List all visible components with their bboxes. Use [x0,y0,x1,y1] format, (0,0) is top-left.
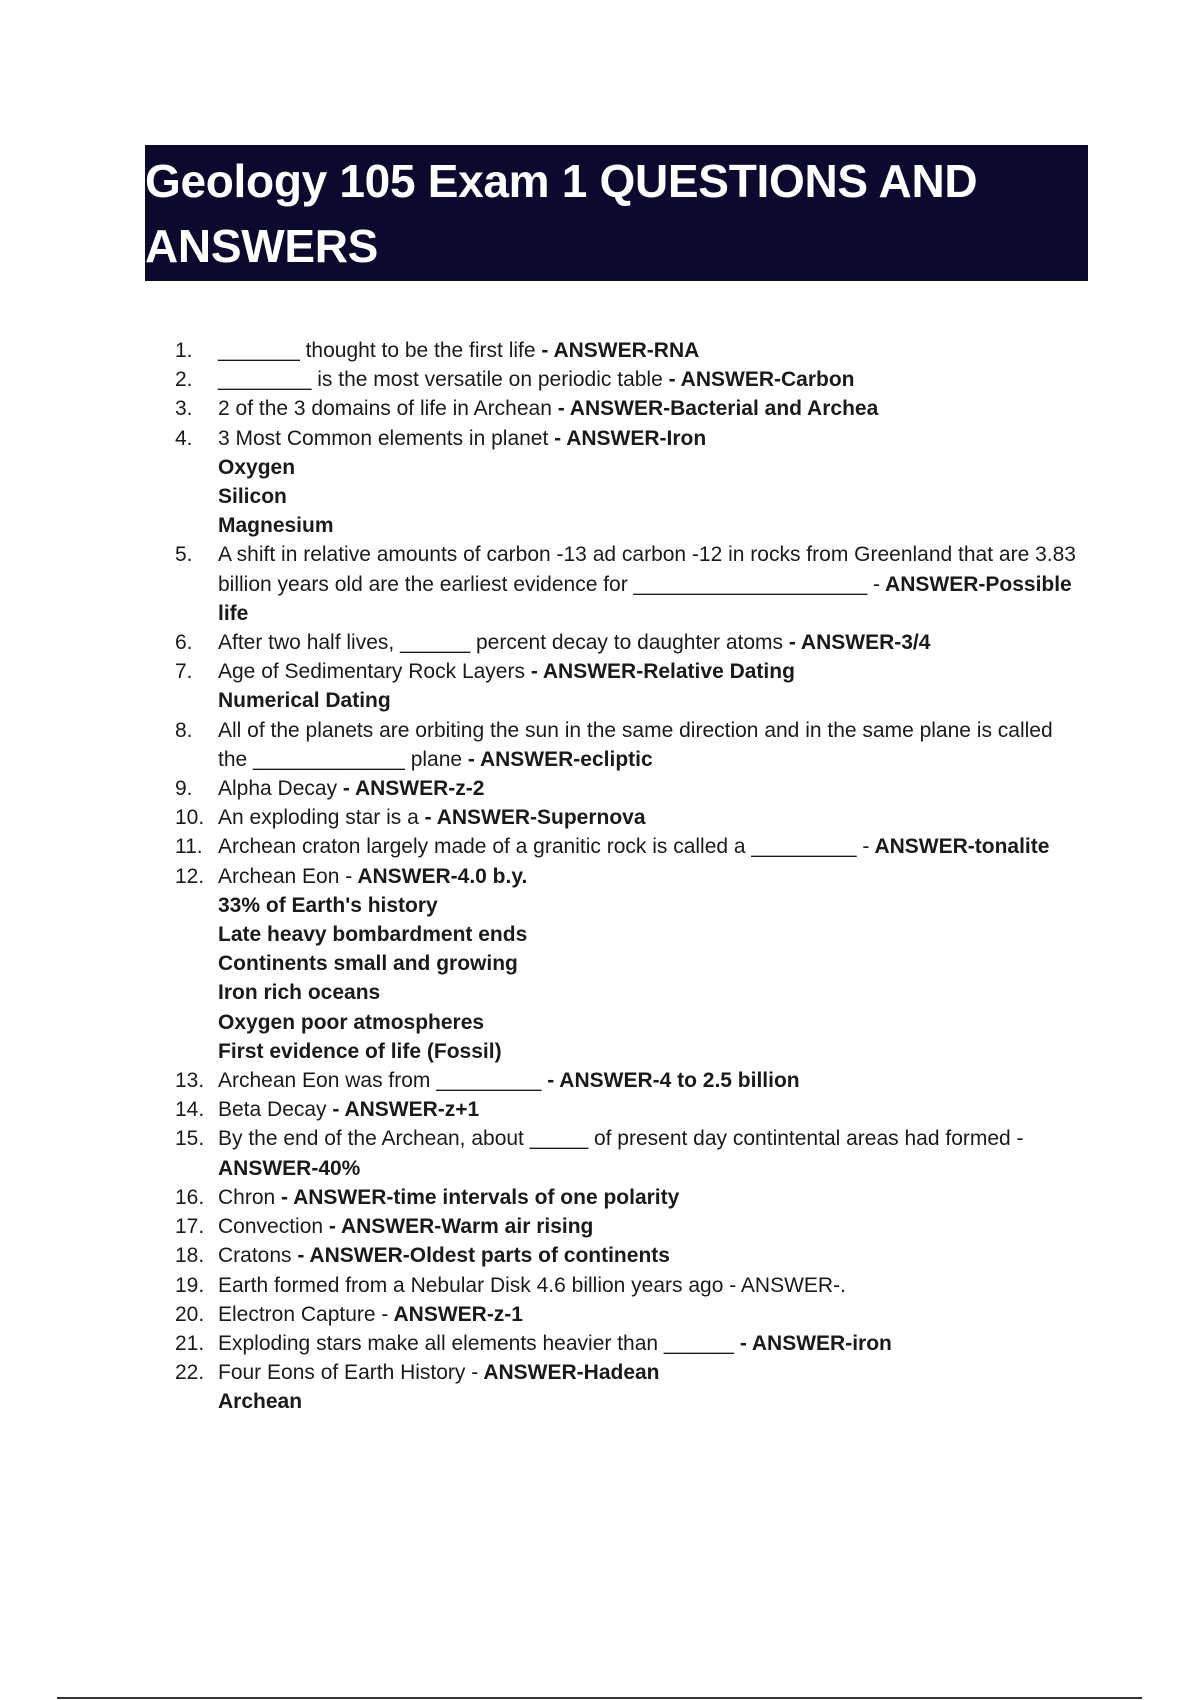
question-text: Archean Eon - [218,864,353,888]
item-number: 12. [175,864,205,888]
question-text: Archean Eon was from _________ [218,1069,542,1093]
item-number: 7. [175,660,193,684]
question-text: Electron Capture - [218,1302,389,1326]
answer-continuation: Late heavy bombardment ends [218,923,528,947]
item-number: 15. [175,1127,205,1151]
item-number: 22. [175,1361,205,1385]
question-list [175,336,1080,1417]
list-item [175,424,1080,541]
list-item [175,1124,1080,1182]
item-number: 2. [175,368,193,392]
answer-separator: - [783,631,801,655]
answer-separator: - [733,1331,752,1355]
answer-text: ANSWER-ecliptic [479,747,653,771]
answer-separator [1024,1127,1029,1150]
title-banner [145,145,1088,281]
answer-continuation: Iron rich oceans [218,981,381,1005]
question-text: 3 Most Common elements in planet [218,426,549,450]
answer-text: ANSWER-z+1 [344,1098,480,1122]
question-text: An exploding star is a [218,806,419,830]
list-item [175,803,1080,832]
item-number: 6. [175,631,193,655]
question-text: Convection [218,1215,324,1239]
list-item [175,1300,1080,1329]
answer-text: ANSWER-RNA [553,339,700,362]
answer-text: ANSWER-Bacterial and Archea [569,397,879,421]
list-item [175,832,1080,861]
answer-continuation: 33% of Earth's history [218,893,438,917]
list-item [175,1329,1080,1358]
list-item [175,657,1080,715]
answer-text: ANSWER-iron [751,1331,892,1355]
question-text: After two half lives, ______ percent decay to daughter atoms [218,631,784,655]
list-item [175,862,1080,1066]
question-text: Age of Sedimentary Rock Layers [218,660,525,684]
answer-separator: - [275,1185,294,1209]
answer-text: ANSWER-4 to 2.5 billion [559,1069,800,1093]
answer-separator: - [548,426,567,450]
answer-separator: - [418,806,437,830]
question-text: Archean craton largely made of a granitic rock is called a _________ - [218,835,870,859]
question-text: Four Eons of Earth History - [218,1361,479,1385]
answer-text: ANSWER-Supernova [436,806,646,830]
answer-text: ANSWER-3/4 [800,631,931,655]
answer-text: ANSWER-z-2 [354,777,485,801]
answer-continuation: Numerical Dating [218,689,391,713]
answer-separator: - [535,339,554,362]
answer-separator: - [326,1098,345,1122]
list-item [175,394,1080,423]
answer-text: ANSWER-40% [218,1156,361,1180]
list-item [175,1095,1080,1124]
list-item [175,540,1080,628]
item-number: 17. [175,1215,205,1239]
list-item [175,716,1080,774]
question-text: By the end of the Archean, about _____ of present day contintental areas had formed - [218,1127,1024,1151]
item-number: 21. [175,1331,205,1355]
answer-separator: - [551,397,570,421]
item-number: 8. [175,718,193,742]
list-item [175,1212,1080,1241]
item-number: 11. [175,835,203,859]
list-item [175,628,1080,657]
answer-continuation: Oxygen [218,455,296,479]
item-number: 16. [175,1185,205,1209]
question-text: Chron [218,1185,276,1209]
answer-text: ANSWER-Relative Dating [542,660,795,684]
question-text: All of the planets are orbiting the sun in the same direction and in the same plane is called the _____________ plane [218,718,1053,771]
item-number: 9. [175,777,193,801]
answer-text: ANSWER-Carbon [680,368,855,392]
list-item [175,1183,1080,1212]
question-text: Earth formed from a Nebular Disk 4.6 billion years ago - ANSWER-. [218,1273,846,1297]
item-number: 1. [175,339,193,362]
item-number: 14. [175,1098,205,1122]
list-item [175,1271,1080,1300]
item-number: 19. [175,1273,205,1297]
question-text: _______ thought to be the first life [218,339,536,362]
question-text: Alpha Decay [218,777,338,801]
answer-separator: - [291,1244,310,1268]
page-title: Geology 105 Exam 1 QUESTIONS AND ANSWERS [145,155,978,272]
question-text: ________ is the most versatile on periodic table [218,368,663,392]
answer-separator: - [524,660,543,684]
answer-continuation: Archean [218,1390,303,1414]
answer-text: ANSWER-Warm air rising [340,1215,594,1239]
list-item [175,774,1080,803]
list-item [175,336,1080,365]
answer-text: ANSWER-time intervals of one polarity [293,1185,680,1209]
answer-continuation: Continents small and growing [218,952,518,976]
item-number: 5. [175,543,193,567]
answer-text: ANSWER-4.0 b.y. [357,864,528,888]
list-item [175,1066,1080,1095]
item-number: 3. [175,397,193,421]
item-number: 18. [175,1244,205,1268]
answer-text: ANSWER-Hadean [483,1361,660,1385]
list-item [175,1358,1080,1416]
bottom-divider [57,1697,1142,1699]
question-text: Exploding stars make all elements heavier than ______ [218,1331,734,1355]
item-number: 4. [175,426,193,450]
question-text: A shift in relative amounts of carbon -13 ad carbon -12 in rocks from Greenland that are 3.83 billion years old are the earliest evidence for ____________________ - [218,543,1076,596]
answer-continuation: Magnesium [218,514,334,538]
answer-text: ANSWER-Oldest parts of continents [309,1244,670,1268]
answer-continuation: Silicon [218,485,287,509]
item-number: 20. [175,1302,205,1326]
answer-separator: - [323,1215,341,1239]
list-item [175,365,1080,394]
list-item [175,1241,1080,1270]
item-number: 13. [175,1069,205,1093]
answer-continuation: First evidence of life (Fossil) [218,1039,502,1063]
answer-text: ANSWER-Possible life [218,572,1072,625]
answer-text: ANSWER-tonalite [874,835,1050,859]
question-text: 2 of the 3 domains of life in Archean [218,397,552,421]
answer-text: ANSWER-Iron [566,426,707,450]
answer-separator: - [541,1069,560,1093]
answer-separator: - [337,777,355,801]
answer-continuation: Oxygen poor atmospheres [218,1010,485,1034]
answer-separator: - [462,747,480,771]
question-text: Beta Decay [218,1098,327,1122]
answer-text: ANSWER-z-1 [393,1302,523,1326]
answer-separator: - [662,368,681,392]
item-number: 10. [175,806,205,830]
question-text: Cratons [218,1244,292,1268]
